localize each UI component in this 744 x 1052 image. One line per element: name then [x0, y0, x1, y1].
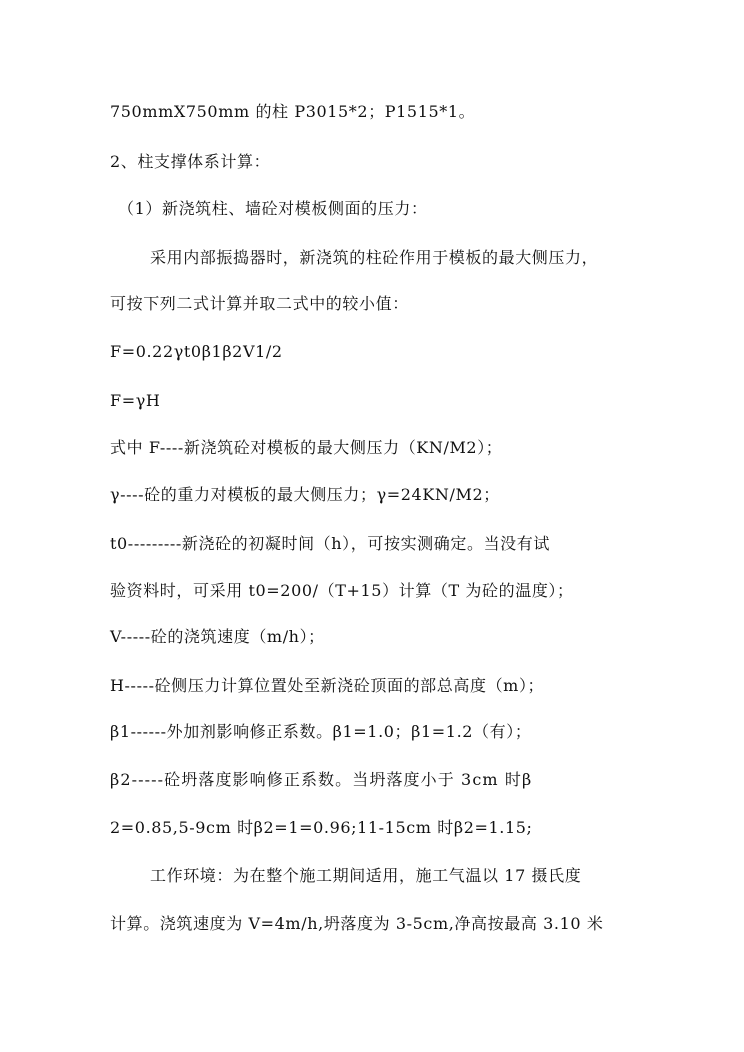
text-line-13: H-----砼侧压力计算位置处至新浇砼顶面的部总高度（m）；: [110, 676, 545, 695]
formula-2: F=γH: [110, 391, 161, 410]
text-line-11: 验资料时，可采用 t0=200/（T+15）计算（T 为砼的温度）；: [110, 581, 574, 600]
text-line-4: 采用内部振捣器时，新浇筑的柱砼作用于模板的最大侧压力，: [150, 248, 599, 267]
text-line-10: t0---------新浇砼的初凝时间（h），可按实测确定。当没有试: [110, 534, 550, 553]
text-line-14: β1------外加剂影响修正系数。β1=1.0；β1=1.2（有）；: [110, 722, 532, 741]
text-line-1: 750mmX750mm 的柱 P3015*2；P1515*1。: [110, 102, 476, 121]
formula-1: F=0.22γt0β1β2V1/2: [110, 342, 283, 361]
text-line-15: β2-----砼坍落度影响修正系数。当坍落度小于 3cm 时β: [110, 770, 533, 789]
text-line-18: 计算。浇筑速度为 V=4m/h,坍落度为 3-5cm,净高按最高 3.10 米: [110, 914, 604, 933]
text-line-12: V-----砼的浇筑速度（m/h）；: [110, 627, 325, 646]
subsection-heading: （1）新浇筑柱、墙砼对模板侧面的压力：: [118, 199, 428, 218]
text-line-5: 可按下列二式计算并取二式中的较小值：: [110, 294, 409, 313]
text-line-17: 工作环境：为在整个施工期间适用，施工气温以 17 摄氏度: [150, 866, 582, 885]
text-line-9: γ----砼的重力对模板的最大侧压力；γ=24KN/M2；: [110, 485, 500, 504]
text-line-16: 2=0.85,5-9cm 时β2=1=0.96;11-15cm 时β2=1.15;: [110, 818, 533, 837]
text-line-8: 式中 F----新浇筑砼对模板的最大侧压力（KN/M2）；: [110, 438, 503, 457]
section-heading: 2、柱支撑体系计算：: [110, 152, 271, 171]
